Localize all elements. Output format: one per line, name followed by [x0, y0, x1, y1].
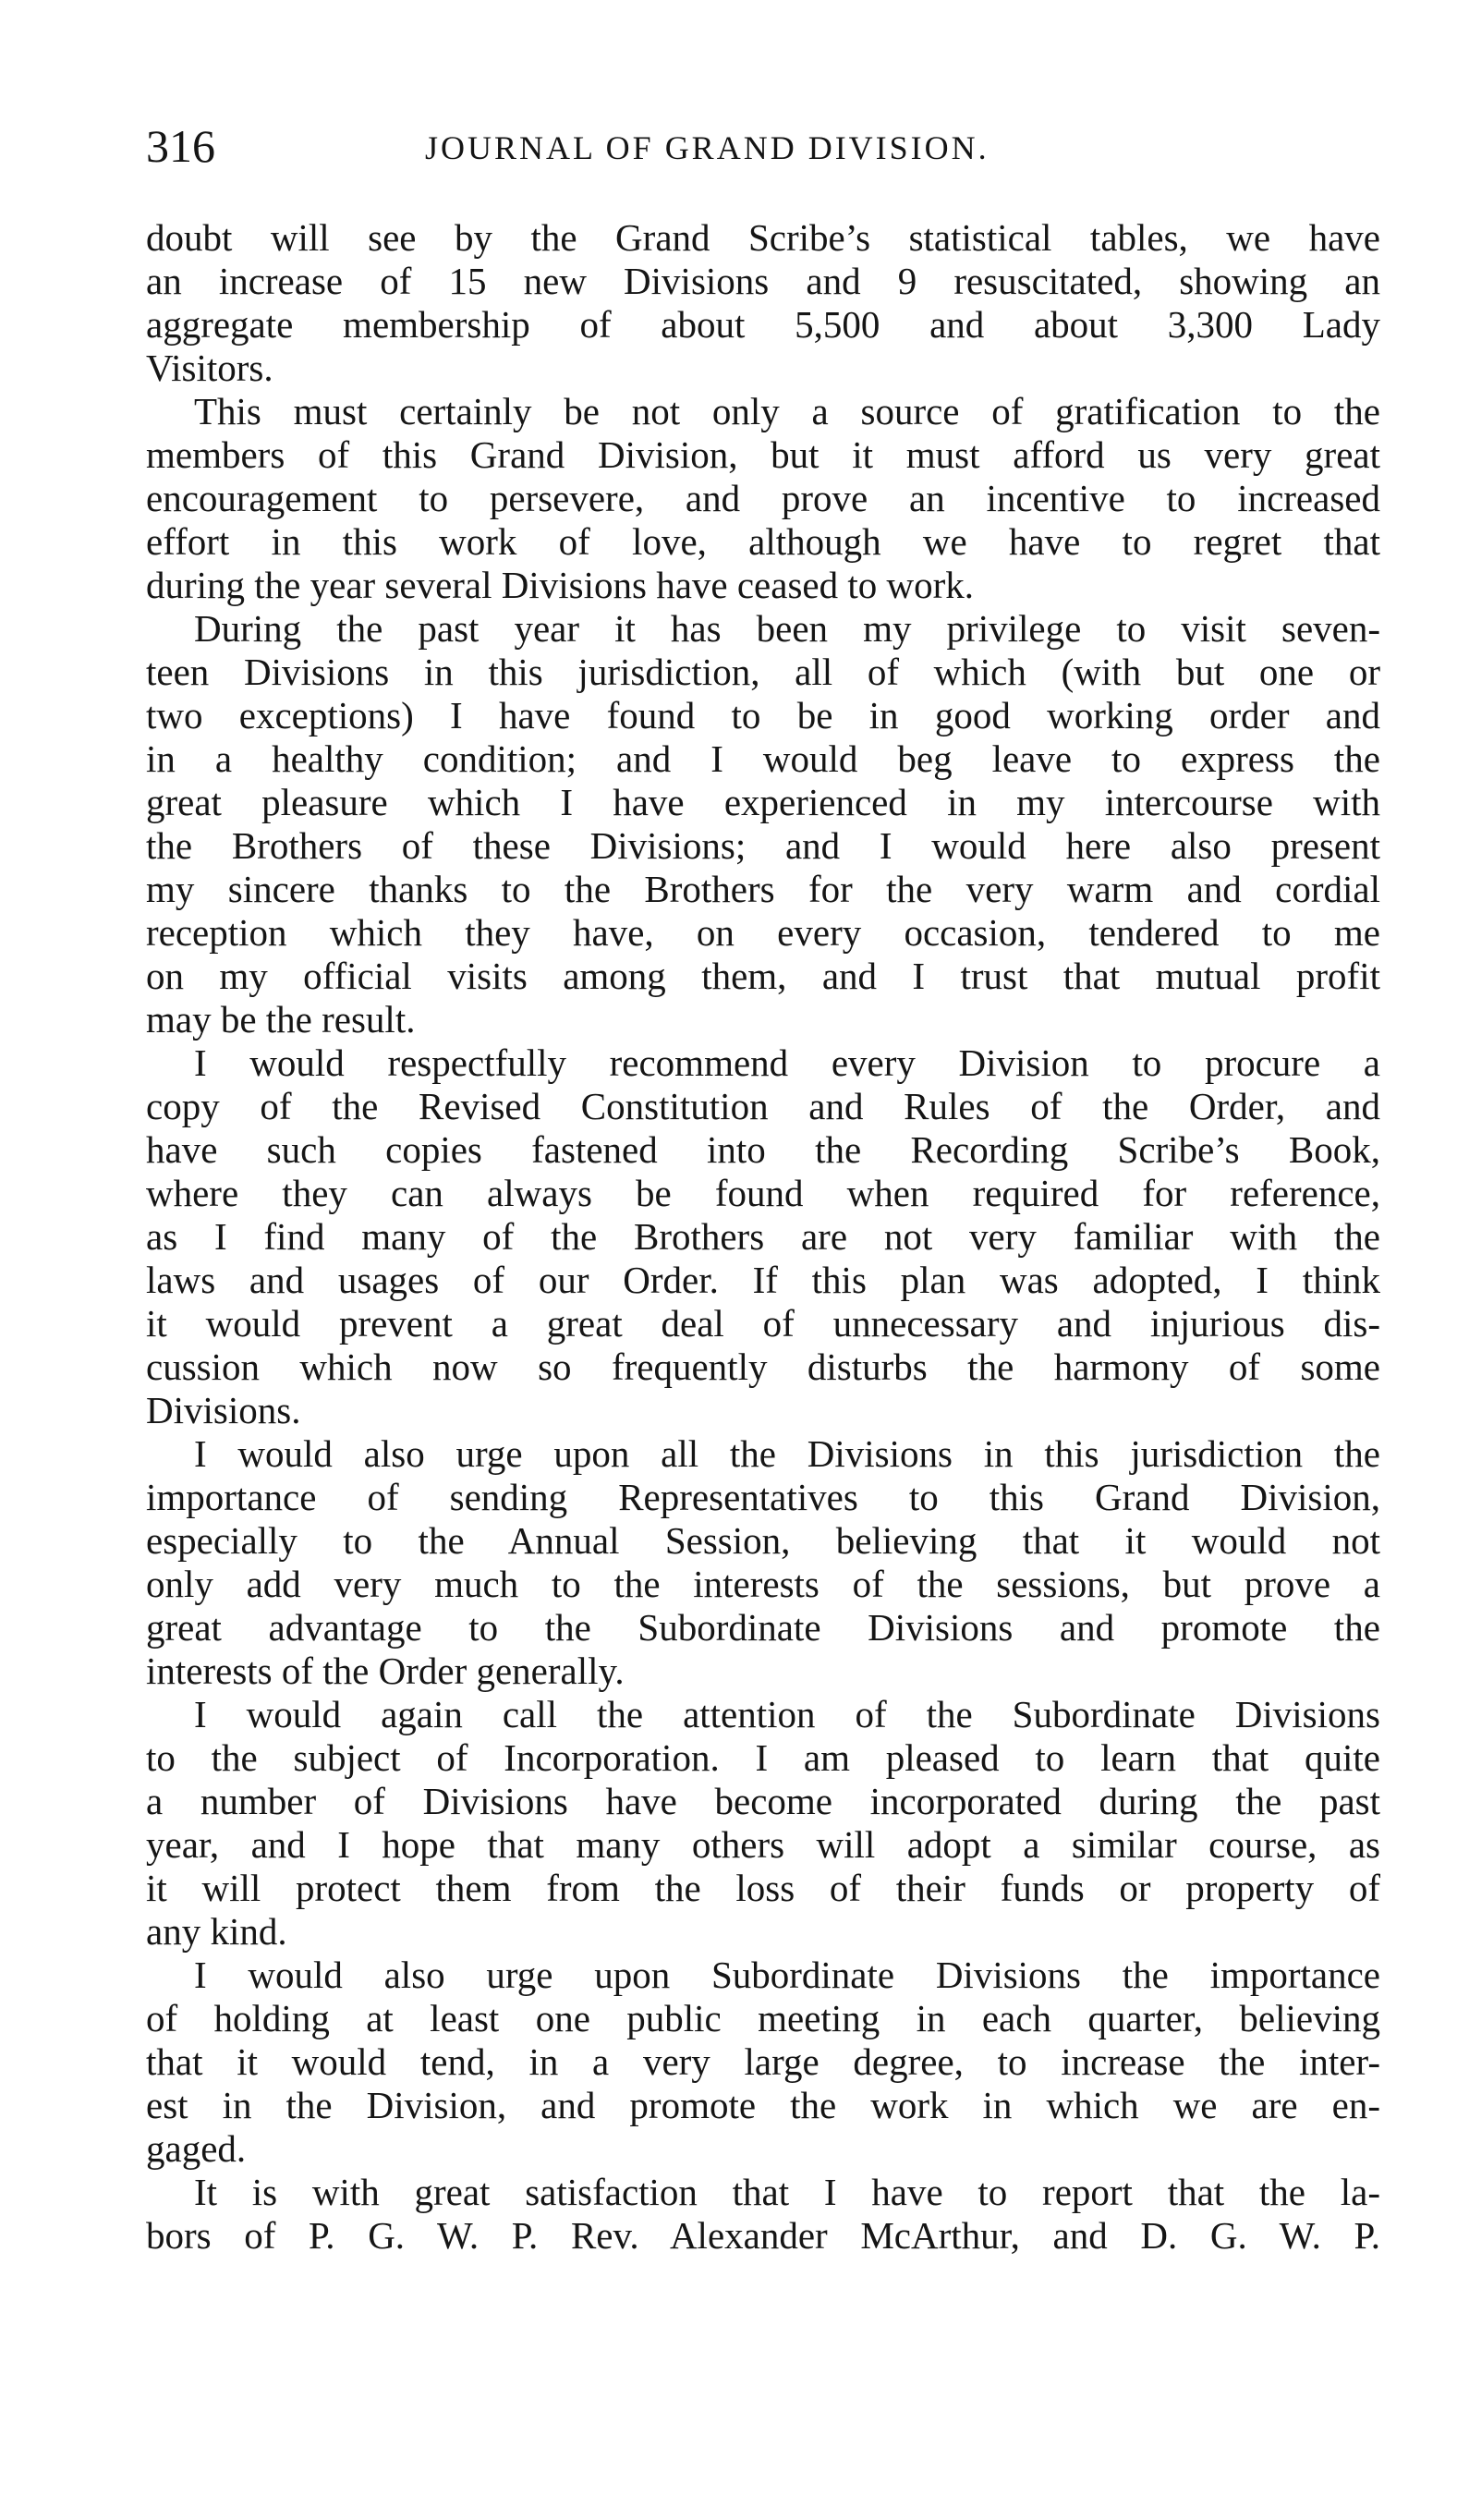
text-line: only add very much to the interests of the sessions, but prove a: [146, 1563, 1380, 1605]
text-line: bors of P. G. W. P. Rev. Alexander McArthur, and D. G. W. P.: [146, 2214, 1380, 2257]
text-line: during the year several Divisions have ceased to work.: [146, 564, 975, 606]
text-line: Divisions.: [146, 1389, 301, 1431]
text-line: my sincere thanks to the Brothers for the very warm and cordial: [146, 868, 1380, 910]
text-line: great advantage to the Subordinate Divisions and promote the: [146, 1606, 1380, 1649]
text-line: I would again call the attention of the Subordinate Divisions: [194, 1693, 1380, 1735]
text-line: may be the result.: [146, 998, 416, 1041]
body-text: [146, 216, 1380, 2258]
text-line: as I find many of the Brothers are not very familiar with the: [146, 1215, 1380, 1258]
text-line: interests of the Order generally.: [146, 1650, 625, 1692]
text-line: Visitors.: [146, 347, 273, 389]
text-line: it will protect them from the loss of their funds or property of: [146, 1867, 1380, 1909]
text-line: I would also urge upon all the Divisions in this jurisdiction the: [194, 1432, 1380, 1475]
text-line: especially to the Annual Session, believing that it would not: [146, 1519, 1380, 1562]
running-title: JOURNAL OF GRAND DIVISION.: [425, 129, 990, 166]
text-line: in a healthy condition; and I would beg leave to express the: [146, 737, 1380, 780]
text-line: the Brothers of these Divisions; and I would here also present: [146, 824, 1380, 867]
text-line: encouragement to persevere, and prove an incentive to increased: [146, 477, 1380, 519]
text-line: an increase of 15 new Divisions and 9 resuscitated, showing an: [146, 260, 1380, 302]
text-line: It is with great satisfaction that I have to report that the la-: [194, 2171, 1380, 2213]
text-line: any kind.: [146, 1910, 287, 1953]
text-line: This must certainly be not only a source of gratification to the: [194, 390, 1380, 432]
text-line: I would also urge upon Subordinate Divisions the importance: [194, 1954, 1380, 1996]
text-line: to the subject of Incorporation. I am pleased to learn that quite: [146, 1736, 1380, 1779]
text-line: aggregate membership of about 5,500 and about 3,300 Lady: [146, 303, 1380, 346]
text-line: on my official visits among them, and I trust that mutual profit: [146, 955, 1380, 997]
text-line: of holding at least one public meeting in each quarter, believing: [146, 1997, 1380, 2039]
text-line: effort in this work of love, although we have to regret that: [146, 520, 1380, 563]
text-line: copy of the Revised Constitution and Rules of the Order, and: [146, 1085, 1380, 1127]
text-line: est in the Division, and promote the work in which we are en-: [146, 2084, 1380, 2126]
text-line: teen Divisions in this jurisdiction, all of which (with but one or: [146, 651, 1380, 693]
text-line: it would prevent a great deal of unnecessary and injurious dis-: [146, 1302, 1380, 1345]
text-line: During the past year it has been my privilege to visit seven-: [194, 607, 1380, 650]
text-line: where they can always be found when required for reference,: [146, 1172, 1380, 1214]
text-line: two exceptions) I have found to be in good working order and: [146, 694, 1380, 737]
text-line: a number of Divisions have become incorporated during the past: [146, 1780, 1380, 1822]
text-line: great pleasure which I have experienced in my intercourse with: [146, 781, 1380, 823]
text-line: gaged.: [146, 2127, 247, 2170]
text-line: laws and usages of our Order. If this plan was adopted, I think: [146, 1259, 1380, 1301]
text-line: that it would tend, in a very large degree, to increase the inter-: [146, 2040, 1380, 2083]
text-line: have such copies fastened into the Recording Scribe’s Book,: [146, 1128, 1380, 1171]
text-line: importance of sending Representatives to this Grand Division,: [146, 1476, 1380, 1518]
text-line: year, and I hope that many others will adopt a similar course, as: [146, 1823, 1380, 1866]
text-line: doubt will see by the Grand Scribe’s statistical tables, we have: [146, 216, 1380, 259]
running-head: [146, 118, 1380, 174]
text-line: members of this Grand Division, but it must afford us very great: [146, 433, 1380, 476]
page-number: 316: [146, 120, 215, 172]
text-line: cussion which now so frequently disturbs the harmony of some: [146, 1345, 1380, 1388]
text-line: reception which they have, on every occasion, tendered to me: [146, 911, 1380, 954]
text-line: I would respectfully recommend every Division to procure a: [194, 1041, 1380, 1084]
